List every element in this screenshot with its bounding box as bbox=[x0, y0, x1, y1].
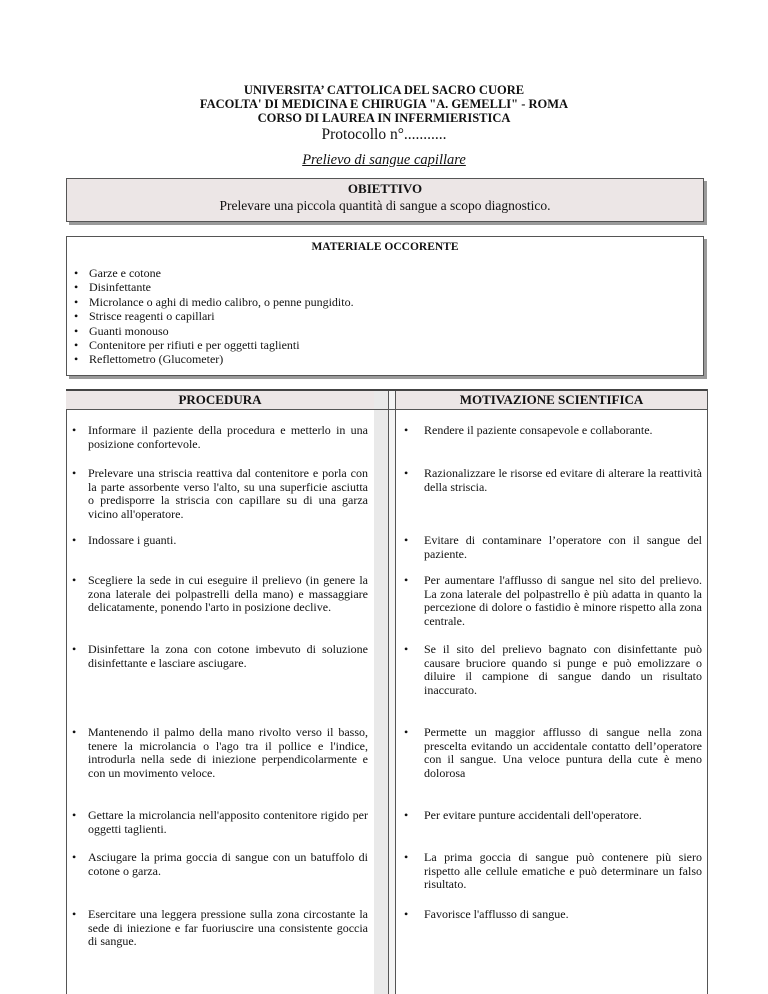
document-title bbox=[0, 152, 768, 169]
materials-title: MATERIALE OCCORENTE bbox=[311, 241, 459, 253]
column-separator bbox=[389, 389, 396, 994]
motivation-item: • Per aumentare l'afflusso di sangue nel sito del prelievo. La zona laterale del polpastrello è più adatta in quanto la percezione di dolore o fastidio è minore rispetto alla zona centrale. bbox=[396, 574, 702, 628]
column-separator bbox=[374, 389, 389, 994]
list-item: • Strisce reagenti o capillari bbox=[67, 309, 703, 323]
objective-box bbox=[66, 178, 704, 222]
motivation-item: • Evitare di contaminare l’operatore con il sangue del paziente. bbox=[396, 534, 702, 561]
document-header bbox=[0, 83, 768, 144]
procedure-step: • Disinfettare la zona con cotone imbevuto di soluzione disinfettante e lasciare asciugare. bbox=[66, 643, 368, 670]
procedure-step: • Mantenendo il palmo della mano rivolto verso il basso, tenere la microlancia o l'ago tra il pollice e l'indice, introdurla nella sede di iniezione perpendicolarmente e con un movimento veloce. bbox=[66, 726, 368, 780]
procedure-step: • Prelevare una striscia reattiva dal contenitore e porla con la parte assorbente verso l'alto, su una superficie asciutta o predisporre la striscia con capillare su di una garza vicino all'operatore. bbox=[66, 467, 368, 521]
motivation-header: MOTIVAZIONE SCIENTIFICA bbox=[396, 391, 707, 409]
list-item: • Reflettometro (Glucometer) bbox=[67, 352, 703, 366]
motivation-item: • Se il sito del prelievo bagnato con disinfettante può causare bruciore quando si punge e può emolizzare o diluire il campione di sangue dando un risultato inaccurato. bbox=[396, 643, 702, 697]
course-name: CORSO DI LAUREA IN INFERMIERISTICA bbox=[257, 111, 511, 125]
list-item: • Guanti monouso bbox=[67, 324, 703, 338]
procedure-step: • Asciugare la prima goccia di sangue con un batuffolo di cotone o garza. bbox=[66, 851, 368, 878]
procedure-step: • Gettare la microlancia nell'apposito contenitore rigido per oggetti taglienti. bbox=[66, 809, 368, 836]
objective-text: Prelevare una piccola quantità di sangue a scopo diagnostico. bbox=[219, 198, 551, 213]
materials-box bbox=[66, 236, 704, 376]
list-item: • Garze e cotone bbox=[67, 266, 703, 280]
procedure-step: • Esercitare una leggera pressione sulla zona circostante la sede di iniezione e far fuoriuscire una consistente goccia di sangue. bbox=[66, 908, 368, 949]
motivation-item: • Permette un maggior afflusso di sangue nella zona prescelta evitando un accidentale contatto dell’operatore con il sangue. Una veloce puntura della cute è meno dolorosa bbox=[396, 726, 702, 780]
materials-list bbox=[67, 266, 703, 367]
procedure-step: • Indossare i guanti. bbox=[66, 534, 368, 548]
motivation-item: • Favorisce l'afflusso di sangue. bbox=[396, 908, 702, 922]
table-header-row bbox=[66, 389, 707, 410]
procedure-table bbox=[66, 389, 707, 994]
list-item: • Contenitore per rifiuti e per oggetti taglienti bbox=[67, 338, 703, 352]
procedure-header: PROCEDURA bbox=[66, 391, 374, 409]
list-item: • Microlance o aghi di medio calibro, o penne pungidito. bbox=[67, 295, 703, 309]
procedure-step: • Scegliere la sede in cui eseguire il prelievo (in genere la zona laterale dei polpastrelli della mano) e massaggiare delicatamente, ponendo l'arto in posizione declive. bbox=[66, 574, 368, 615]
document-title-text: Prelievo di sangue capillare bbox=[302, 152, 466, 168]
motivation-item: • Rendere il paziente consapevole e collaborante. bbox=[396, 424, 702, 438]
objective-title: OBIETTIVO bbox=[347, 181, 423, 196]
motivation-item: • Razionalizzare le risorse ed evitare di alterare la reattività della striscia. bbox=[396, 467, 702, 494]
list-item: • Disinfettante bbox=[67, 280, 703, 294]
procedure-step: • Informare il paziente della procedura e metterlo in una posizione confortevole. bbox=[66, 424, 368, 451]
motivation-item: • Per evitare punture accidentali dell'operatore. bbox=[396, 809, 702, 823]
faculty-name: FACOLTA' DI MEDICINA E CHIRUGIA "A. GEMELLI" - ROMA bbox=[199, 97, 569, 111]
university-name: UNIVERSITA’ CATTOLICA DEL SACRO CUORE bbox=[243, 83, 525, 97]
motivation-item: • La prima goccia di sangue può contenere più siero rispetto alle cellule ematiche e può determinare un falso risultato. bbox=[396, 851, 702, 892]
protocol-number: Protocollo n°........... bbox=[321, 126, 447, 143]
